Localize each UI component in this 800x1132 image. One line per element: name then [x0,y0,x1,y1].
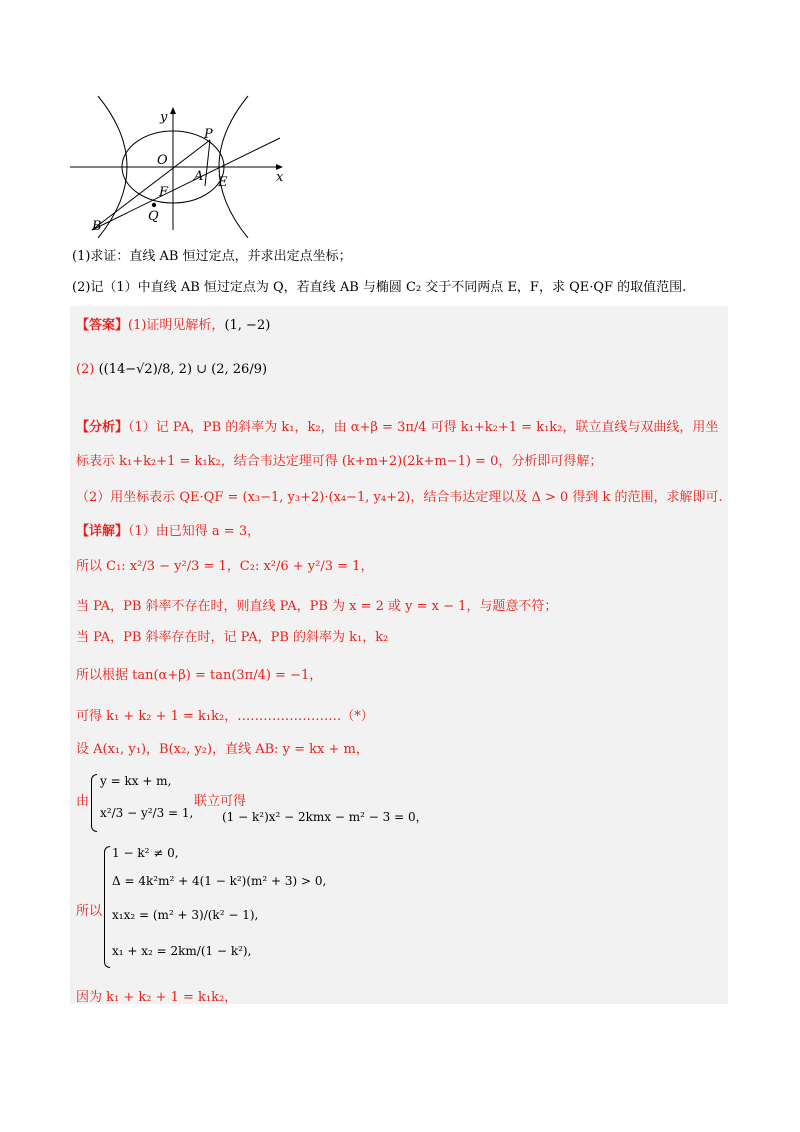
detail-line-10: 因为 k₁ + k₂ + 1 = k₁k₂， [76,990,238,1005]
label-e: E [218,175,228,190]
line-pa [205,140,210,186]
point-q [152,203,156,207]
answer-tag: 【答案】 [76,318,129,333]
label-f: F [159,185,169,200]
geometry-figure [64,88,294,238]
label-q: Q [148,209,159,224]
label-y: y [160,110,168,125]
answer-line-2 [76,360,267,380]
detail-tag: 【详解】 [76,524,129,539]
question-1: (1)求证：直线 AB 恒过定点，并求出定点坐标； [72,249,352,264]
analysis-line-3: （2）用坐标表示 QE·QF = (x₃−1, y₃+2)·(x₄−1, y₄+2)，结合韦达定理以及 Δ > 0 得到 k 的范围，求解即可. [76,490,723,505]
detail-line-8-result: (1 − k²)x² − 2kmx − m² − 3 = 0， [222,810,428,824]
system-2-eq-1: 1 − k² ≠ 0, [112,846,179,860]
answer-part1-point: (1, −2) [224,318,271,333]
solution-panel [70,306,728,1004]
answer-part2-range: ((14−√2)/8, 2) ∪ (2, 26/9) [98,362,268,377]
system-2-brace [104,846,110,968]
detail-line-7: 设 A(x₁, y₁)，B(x₂, y₂)，直线 AB: y = kx + m， [76,742,369,757]
label-b: B [92,219,102,234]
detail-line-3: 当 PA，PB 斜率不存在时，则直线 PA，PB 为 x = 2 或 y = x − 1，与题意不符； [76,599,558,614]
analysis-line-2: 标表示 k₁+k₂+1 = k₁k₂，结合韦达定理可得 (k+m+2)(2k+m−1) = 0，分析即可得解； [76,454,603,469]
system-1-brace [91,774,97,832]
system-2-eq-2: Δ = 4k²m² + 4(1 − k²)(m² + 3) > 0, [112,874,327,888]
detail-text-1: （1）由已知得 a = 3， [128,524,261,539]
line-ab [92,138,280,230]
answer-part2-prefix: (2) [76,362,95,377]
detail-line-5: 所以根据 tan(α+β) = tan(3π/4) = −1， [76,668,323,683]
system-2-eq-3: x₁x₂ = (m² + 3)/(k² − 1), [112,908,259,922]
analysis-tag: 【分析】 [76,420,129,435]
detail-line-4: 当 PA，PB 斜率存在时，记 PA，PB 的斜率为 k₁，k₂ [76,630,389,645]
answer-part1-text: (1)证明见解析， [128,318,225,333]
question-2: (2)记（1）中直线 AB 恒过定点为 Q，若直线 AB 与椭圆 C₂ 交于不同两点 E，F，求 QE·QF 的取值范围. [72,280,687,295]
system-2-eq-4: x₁ + x₂ = 2km/(1 − k²), [112,944,252,958]
detail-line-8-prefix: 由 [76,794,90,809]
analysis-line-1 [76,418,718,438]
answer-line-1 [76,316,270,336]
detail-line-2: 所以 C₁: x²/3 − y²/3 = 1，C₂: x²/6 + y²/3 = 1， [76,559,374,574]
system-1-eq-1: y = kx + m, [100,774,172,788]
detail-line-6: 可得 k₁ + k₂ + 1 = k₁k₂，……………………（*） [76,709,374,724]
label-a: A [194,169,204,184]
label-p: P [204,127,213,142]
label-x: x [276,170,284,185]
detail-line-9-prefix: 所以 [76,904,103,919]
system-1-eq-2: x²/3 − y²/3 = 1, [100,806,194,820]
analysis-text-1: （1）记 PA，PB 的斜率为 k₁，k₂，由 α+β = 3π/4 可得 k₁+k₂+1 = k₁k₂，联立直线与双曲线，用坐 [128,420,719,435]
label-o: O [157,153,168,168]
detail-line-1 [76,522,260,542]
y-axis-arrow [170,107,176,114]
detail-line-8-mid: 联立可得 [194,794,247,809]
